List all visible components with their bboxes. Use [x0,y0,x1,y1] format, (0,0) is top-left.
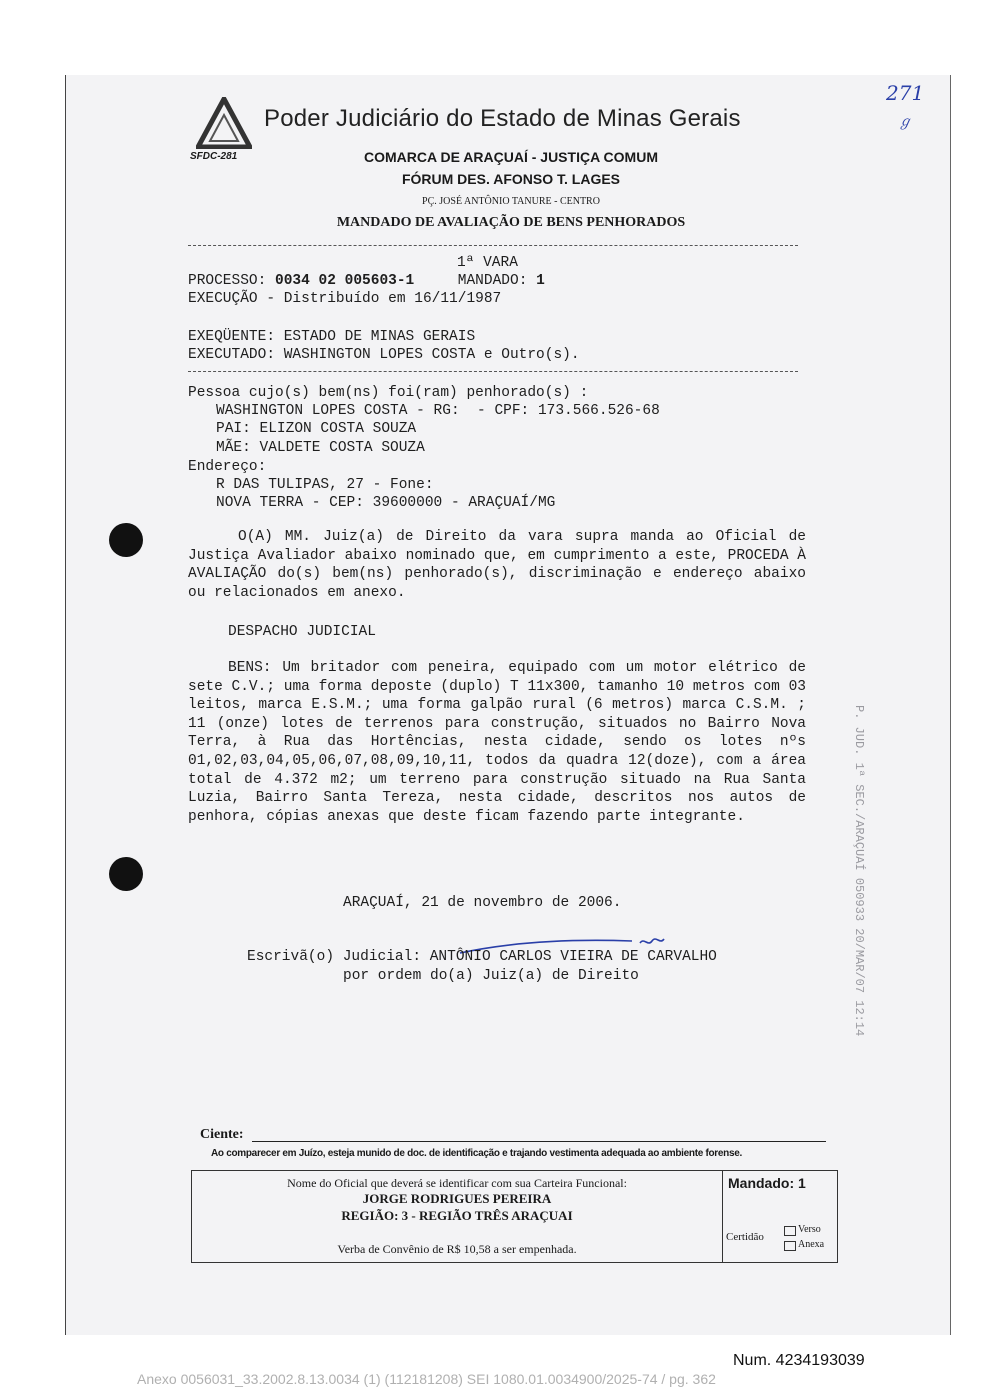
officer-region: REGIÃO: 3 - REGIÃO TRÊS ARAÇUAI [341,1208,573,1223]
document-title: MANDADO DE AVALIAÇÃO DE BENS PENHORADOS [336,215,686,230]
person-name-line: WASHINGTON LOPES COSTA - RG: - CPF: 173.566.526-68 [216,403,660,419]
box-mandado: Mandado: 1 [728,1175,806,1191]
address-city: NOVA TERRA - CEP: 39600000 - ARAÇUAÍ/MG [216,495,556,511]
execucao-line: EXECUÇÃO - Distribuído em 16/11/1987 [188,291,502,307]
verba-note: Verba de Convênio de R$ 10,58 a ser empenhada. [337,1242,577,1256]
person-mother: MÃE: VALDETE COSTA SOUZA [216,440,425,456]
officer-instruction: Nome do Oficial que deverá se identificar com sua Carteira Funcional: [287,1176,627,1190]
person-father: PAI: ELIZON COSTA SOUZA [216,421,417,437]
punch-hole [109,523,143,557]
box-divider [722,1171,723,1262]
person-intro: Pessoa cujo(s) bem(ns) foi(ram) penhorado(s) : [188,385,589,401]
place-date: ARAÇUAÍ, 21 de novembro de 2006. [343,895,622,911]
anexa-checkbox[interactable] [784,1241,796,1251]
anexa-label: Anexa [798,1239,825,1250]
address-label: Endereço: [188,459,267,475]
officer-name: JORGE RODRIGUES PEREIRA [362,1191,552,1206]
officer-box [191,1170,838,1263]
order-paragraph: O(A) MM. Juiz(a) de Direito da vara supra manda ao Oficial de Justiça Avaliador abaixo nominado que, em cumprimento a este, PROCEDA À AVALIAÇÃO do(s) bem(ns) penhorado(s), discriminação e endereço abaixo ou relacionados em anexo. [188,529,806,601]
footer-reference: Anexo 0056031_33.2002.8.13.0034 (1) (112181208) SEI 1080.01.0034900/2025-74 / pg. 362 [137,1371,716,1387]
ciente-label: Ciente: [200,1127,244,1142]
document-number: Num. 4234193039 [733,1352,865,1369]
divider [188,371,798,372]
handwritten-page-number: 271 [886,81,925,105]
despacho-heading: DESPACHO JUDICIAL [228,624,376,640]
certidao-label: Certidão [726,1231,764,1243]
exequente-line: EXEQÜENTE: ESTADO DE MINAS GERAIS [188,329,476,345]
ciente-note: Ao comparecer em Juízo, esteja munido de doc. de identificação e trajando vestimenta adequada ao ambiente forense. [211,1148,742,1159]
ciente-signature-line [252,1141,826,1142]
handwritten-rubric: ℊ [898,114,912,130]
processo-number: 0034 02 005603-1 [275,273,415,289]
executado-line: EXECUTADO: WASHINGTON LOPES COSTA e Outro(s). [188,347,580,363]
divider [188,245,798,246]
verso-label: Verso [798,1224,821,1235]
mandado-number: 1 [536,273,545,289]
vara: 1ª VARA [457,255,518,271]
judiciary-logo-icon [196,97,252,149]
address-street: R DAS TULIPAS, 27 - Fone: [216,477,434,493]
court-title: Poder Judiciário do Estado de Minas Gerais [264,105,741,132]
ordem-line: por ordem do(a) Juiz(a) de Direito [343,968,639,984]
escrivao-line: Escrivã(o) Judicial: ANTÔNIO CARLOS VIEIRA DE CARVALHO [247,949,717,965]
scanned-document [65,75,951,1335]
assets-paragraph: BENS: Um britador com peneira, equipado com um motor elétrico de sete C.V.; uma forma deposte (duplo) T 11x300, tamanho 10 metros com 03 leitos, marca E.S.M.; uma forma galpão rural (6 metros) marca C.S.M. ; 11 (onze) lotes de terrenos para construção, situados no Bairro Nova Terra, à Rua das Hortências, nesta cidade, sendo os lotes nºs 01,02,03,04,05,06,07,08,09,10,11, todos da quadra 12(doze), com a área total de 4.372 m2; um terreno para construção situado na Rua Santa Luzia, Bairro Santa Tereza, nesta cidade, descritos nos autos de penhora, cópias anexas que deste ficam fazendo parte integrante. [188,660,806,825]
forum-heading: FÓRUM DES. AFONSO T. LAGES [401,171,621,187]
punch-hole [109,857,143,891]
comarca-heading: COMARCA DE ARAÇUAÍ - JUSTIÇA COMUM [364,149,658,165]
forum-address: PÇ. JOSÉ ANTÔNIO TANURE - CENTRO [422,196,600,207]
protocol-stamp: P. JUD. 1ª SEC./ARAÇUAÍ 050933 20/MAR/07 12:14 [852,705,866,1037]
form-code: SFDC-281 [190,151,238,162]
verso-checkbox[interactable] [784,1226,796,1236]
processo-line: PROCESSO: 0034 02 005603-1 MANDADO: 1 [188,273,545,289]
